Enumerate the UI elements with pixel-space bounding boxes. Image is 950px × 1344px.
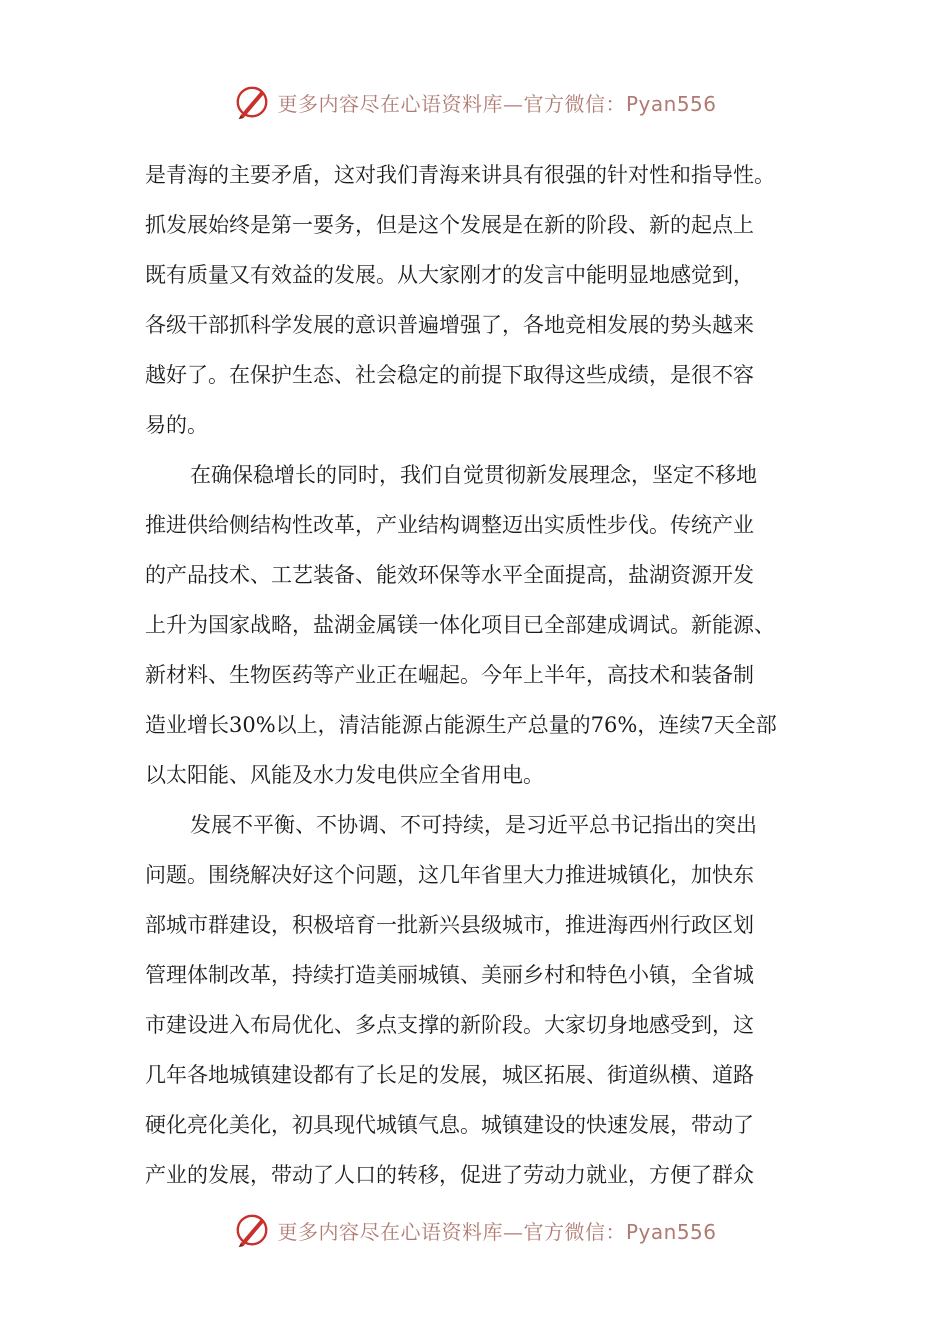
header-banner [0, 80, 950, 124]
text-line: 推进供给侧结构性改革，产业结构调整迈出实质性步伐。传统产业 [145, 513, 754, 537]
text-line: 越好了。在保护生态、社会稳定的前提下取得这些成绩，是很不容 [145, 363, 754, 387]
text-line: 部城市群建设，积极培育一批新兴县级城市，推进海西州行政区划 [145, 913, 754, 937]
text-line: 新材料、生物医药等产业正在崛起。今年上半年，高技术和装备制 [145, 663, 754, 687]
paragraph-1 [145, 150, 815, 450]
text-line: 问题。围绕解决好这个问题，这几年省里大力推进城镇化，加快东 [145, 863, 754, 887]
text-line: 市建设进入布局优化、多点支撑的新阶段。大家切身地感受到，这 [145, 1013, 754, 1037]
text-line: 在确保稳增长的同时，我们自觉贯彻新发展理念，坚定不移地 [190, 463, 757, 487]
text-line: 的产品技术、工艺装备、能效环保等水平全面提高，盐湖资源开发 [145, 563, 754, 587]
text-line: 易的。 [145, 413, 208, 437]
header-banner-text [277, 88, 716, 117]
text-line: 产业的发展，带动了人口的转移，促进了劳动力就业，方便了群众 [145, 1163, 754, 1187]
paragraph-3 [145, 800, 815, 1200]
pen-logo-icon [233, 83, 271, 121]
text-line: 管理体制改革，持续打造美丽城镇、美丽乡村和特色小镇，全省城 [145, 963, 754, 987]
text-line: 造业增长30%以上，清洁能源占能源生产总量的76%，连续7天全部 [145, 713, 777, 737]
pen-logo-icon [233, 1211, 271, 1249]
header-banner-cn: 更多内容尽在心语资料库—官方微信： [277, 91, 626, 116]
text-line: 既有质量又有效益的发展。从大家刚才的发言中能明显地感觉到， [145, 263, 754, 287]
text-line: 以太阳能、风能及水力发电供应全省用电。 [145, 763, 544, 787]
text-line: 上升为国家战略，盐湖金属镁一体化项目已全部建成调试。新能源、 [145, 613, 775, 637]
document-body [145, 150, 815, 1200]
footer-banner [0, 1208, 950, 1252]
footer-banner-cn: 更多内容尽在心语资料库—官方微信： [277, 1219, 626, 1244]
text-line: 发展不平衡、不协调、不可持续，是习近平总书记指出的突出 [190, 813, 757, 837]
text-line: 抓发展始终是第一要务，但是这个发展是在新的阶段、新的起点上 [145, 213, 754, 237]
text-line: 是青海的主要矛盾，这对我们青海来讲具有很强的针对性和指导性。 [145, 163, 775, 187]
footer-banner-wechat-id: Pyan556 [625, 1219, 717, 1244]
text-line: 硬化亮化美化，初具现代城镇气息。城镇建设的快速发展，带动了 [145, 1113, 754, 1137]
header-banner-wechat-id: Pyan556 [625, 91, 717, 116]
paragraph-2 [145, 450, 815, 800]
footer-banner-text [277, 1216, 716, 1245]
text-line: 各级干部抓科学发展的意识普遍增强了，各地竞相发展的势头越来 [145, 313, 754, 337]
text-line: 几年各地城镇建设都有了长足的发展，城区拓展、街道纵横、道路 [145, 1063, 754, 1087]
